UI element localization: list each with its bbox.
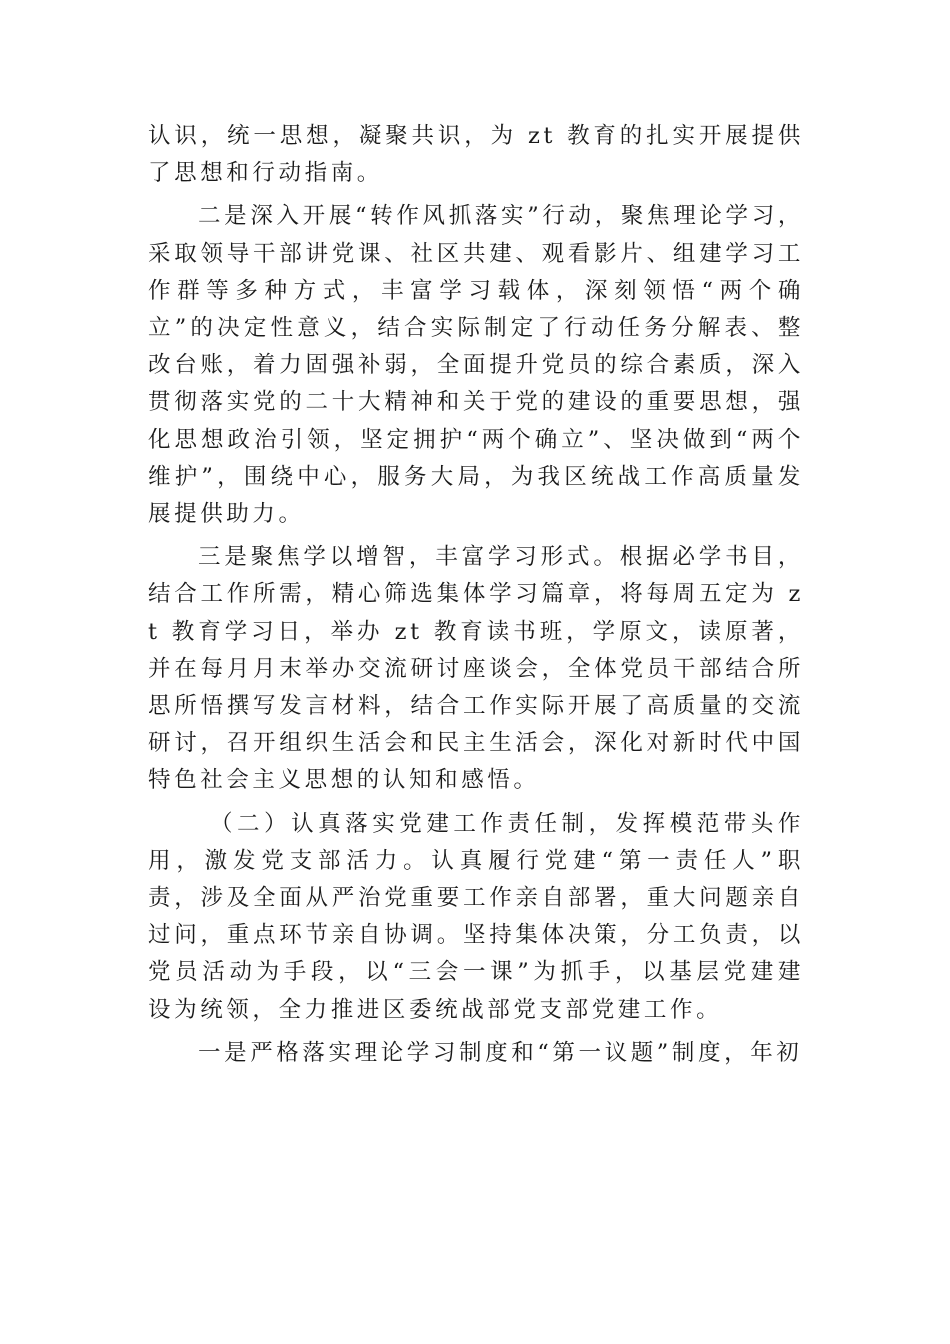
paragraph-section-two: （二）认真落实党建工作责任制，发挥模范带头作用，激发党支部活力。认真履行党建“第一责任人”职责，涉及全面从严治党重要工作亲自部署，重大问题亲自过问，重点环节亲自协调。坚持集体决策，分工负责，以党员活动为手段，以“三会一课”为抓手，以基层党建建设为统领，全力推进区委统战部党支部党建工作。 [148,810,804,1023]
paragraph-item-one: 一是严格落实理论学习制度和“第一议题”制度，年初 [198,1039,803,1066]
document-body [148,118,804,1078]
paragraph-item-two: 二是深入开展“转作风抓落实”行动，聚焦理论学习，采取领导干部讲党课、社区共建、观看影片、组建学习工作群等多种方式，丰富学习载体，深刻领悟“两个确立”的决定性意义，结合实际制定了行动任务分解表、整改台账，着力固强补弱，全面提升党员的综合素质，深入贯彻落实党的二十大精神和关于党的建设的重要思想，强化思想政治引领，坚定拥护“两个确立”、坚决做到“两个维护”，围绕中心，服务大局，为我区统战工作高质量发展提供助力。 [148,203,804,528]
paragraph-item-three: 三是聚焦学以增智，丰富学习形式。根据必学书目，结合工作所需，精心筛选集体学习篇章，将每周五定为 zt 教育学习日，举办 zt 教育读书班，学原文，读原著，并在每月月末举办交流研讨座谈会，全体党员干部结合所思所悟撰写发言材料，结合工作实际开展了高质量的交流研讨，召开组织生活会和民主生活会，深化对新时代中国特色社会主义思想的认知和感悟。 [148,544,804,794]
paragraph-continuation: 认识，统一思想，凝聚共识，为 zt 教育的扎实开展提供了思想和行动指南。 [148,123,804,187]
